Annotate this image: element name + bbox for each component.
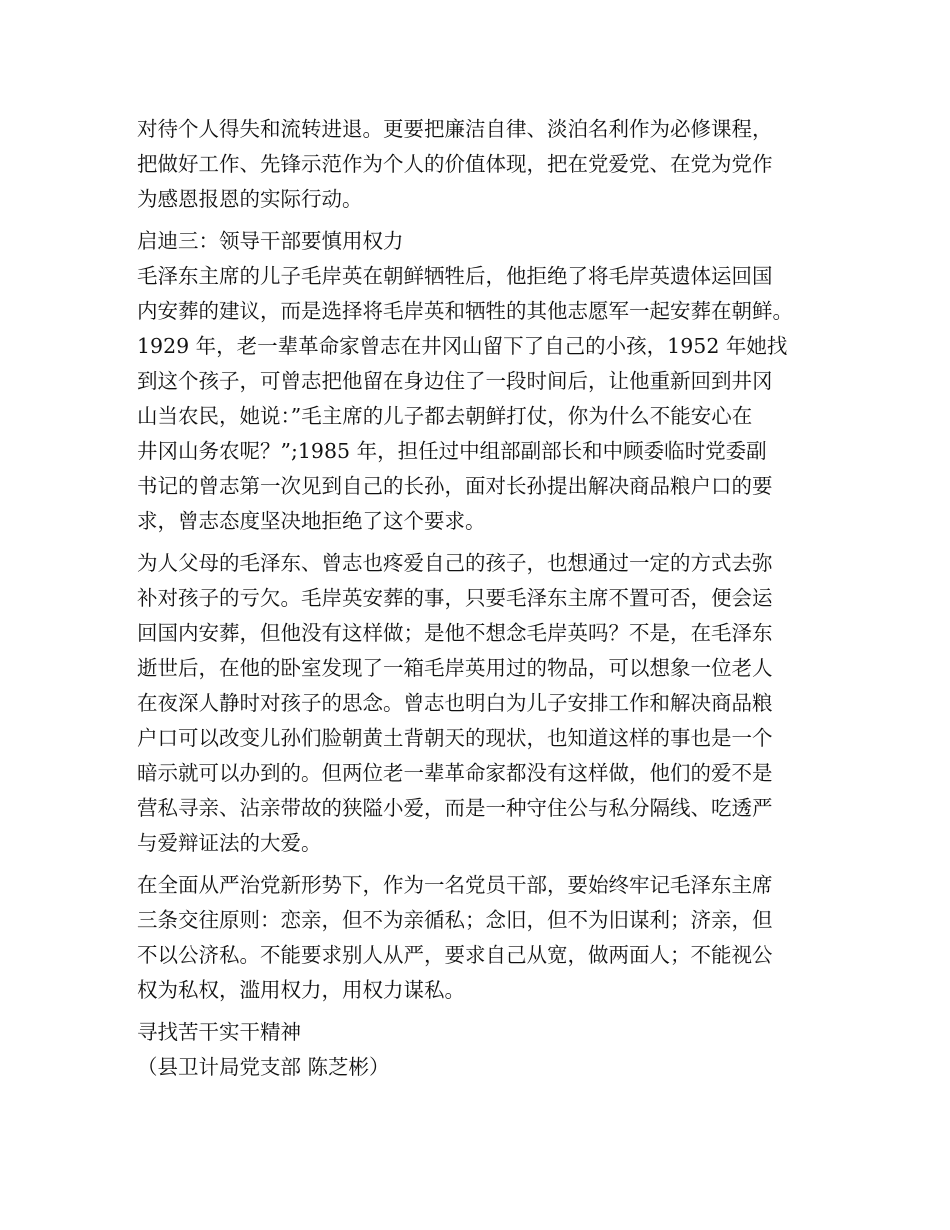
text-line: 与爱辩证法的大爱。	[137, 831, 322, 855]
text-line: 逝世后，在他的卧室发现了一箱毛岸英用过的物品，可以想象一位老人	[137, 656, 773, 680]
text-line: 到这个孩子，可曾志把他留在身边住了一段时间后，让他重新回到井冈	[137, 369, 773, 393]
text-line: 内安葬的建议，而是选择将毛岸英和牺牲的其他志愿军一起安葬在朝鲜。	[137, 299, 793, 323]
text-line: 三条交往原则：恋亲，但不为亲循私；念旧，但不为旧谋利；济亲，但	[137, 908, 773, 932]
text-line: 毛泽东主席的儿子毛岸英在朝鲜牺牲后，他拒绝了将毛岸英遗体运回国	[137, 264, 773, 288]
text-line: 在全面从严治党新形势下，作为一名党员干部，要始终牢记毛泽东主席	[137, 873, 773, 897]
text-line: 把做好工作、先锋示范作为个人的价值体现，把在党爱党、在党为党作	[137, 152, 773, 176]
text-line: 回国内安葬，但他没有这样做；是他不想念毛岸英吗？不是，在毛泽东	[137, 621, 773, 645]
text-line: 书记的曾志第一次见到自己的长孙，面对长孙提出解决商品粮户口的要	[137, 474, 773, 498]
text-line: 为感恩报恩的实际行动。	[137, 187, 363, 211]
text-line: 不以公济私。不能要求别人从严，要求自己从宽，做两面人；不能视公	[137, 943, 773, 967]
text-line: 在夜深人静时对孩子的思念。曾志也明白为儿子安排工作和解决商品粮	[137, 691, 773, 715]
text-line: 山当农民，她说：”毛主席的儿子都去朝鲜打仗，你为什么不能安心在	[137, 404, 753, 428]
text-line: 井冈山务农呢？”;1985 年，担任过中组部副部长和中顾委临时党委副	[137, 439, 767, 463]
article-author: （县卫计局党支部 陈芝彬）	[137, 1055, 390, 1079]
section-heading: 启迪三：领导干部要慎用权力	[137, 229, 404, 253]
text-line: 补对孩子的亏欠。毛岸英安葬的事，只要毛泽东主席不置可否，便会运	[137, 586, 773, 610]
text-line: 营私寻亲、沾亲带故的狭隘小爱，而是一种守住公与私分隔线、吃透严	[137, 796, 773, 820]
text-line: 权为私权，滥用权力，用权力谋私。	[137, 978, 465, 1002]
text-line: 为人父母的毛泽东、曾志也疼爱自己的孩子，也想通过一定的方式去弥	[137, 551, 773, 575]
article-title: 寻找苦干实干精神	[137, 1020, 301, 1044]
text-line: 暗示就可以办到的。但两位老一辈革命家都没有这样做，他们的爱不是	[137, 761, 773, 785]
text-line: 求，曾志态度坚决地拒绝了这个要求。	[137, 509, 486, 533]
text-line: 1929 年，老一辈革命家曾志在井冈山留下了自己的小孩，1952 年她找	[137, 334, 788, 358]
text-line: 对待个人得失和流转进退。更要把廉洁自律、淡泊名利作为必修课程，	[137, 117, 773, 141]
text-line: 户口可以改变儿孙们脸朝黄土背朝天的现状，也知道这样的事也是一个	[137, 726, 773, 750]
